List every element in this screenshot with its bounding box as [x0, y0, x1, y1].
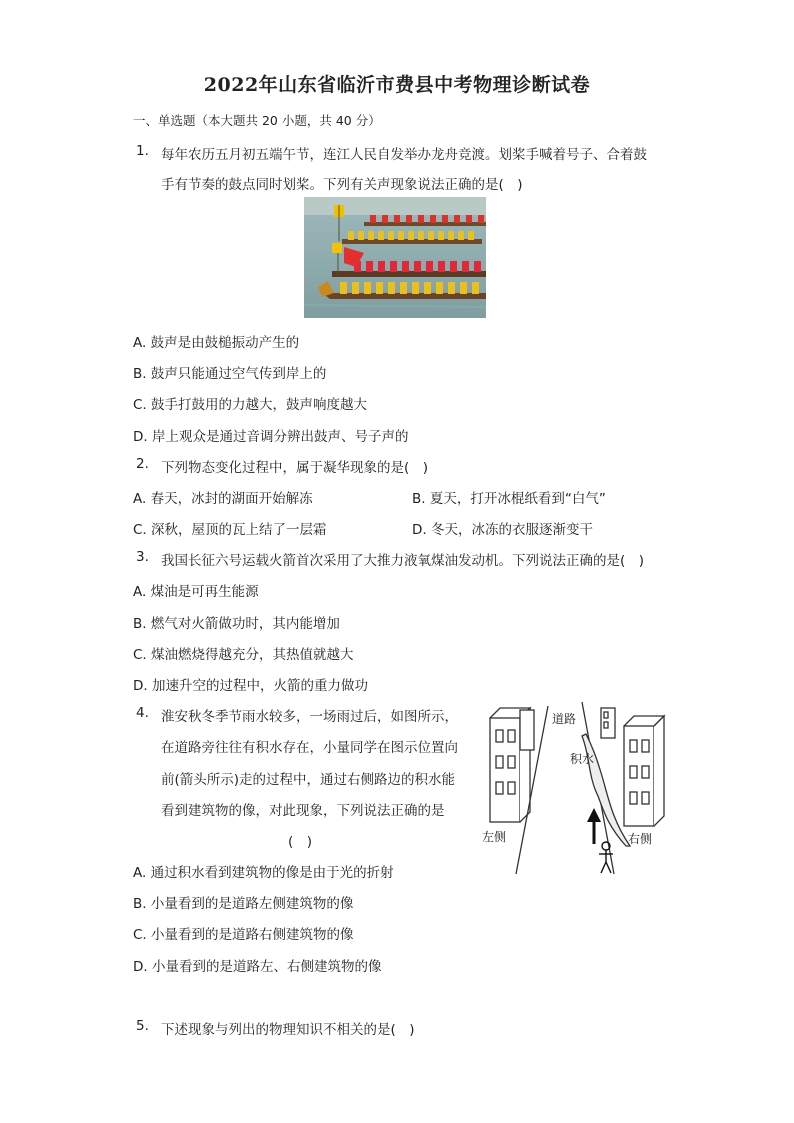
dragon-boat-illustration	[304, 197, 486, 318]
question-text-line: ( )	[288, 834, 313, 850]
question-text-line: 看到建筑物的像，对此现象，下列说法正确的是	[161, 803, 445, 819]
page-title: 2022年山东省临沂市费县中考物理诊断试卷	[203, 74, 591, 96]
option-d: D. 冬天，冰冻的衣服逐渐变干	[412, 522, 593, 538]
option-b: B. 夏天，打开冰棍纸看到“白气”	[412, 491, 606, 507]
question-text-line: 下列物态变化过程中，属于凝华现象的是( )	[161, 460, 429, 476]
question-number: 5.	[136, 1018, 149, 1034]
label-road: 道路	[552, 712, 577, 726]
question-number: 4.	[136, 705, 149, 721]
option-c: C. 煤油燃烧得越充分，其热值就越大	[133, 647, 354, 663]
question-text-line: 手有节奏的鼓点同时划桨。下列有关声现象说法正确的是( )	[161, 177, 523, 193]
option-a: A. 煤油是可再生能源	[133, 584, 259, 600]
question-text-line: 在道路旁往往有积水存在，小量同学在图示位置向	[161, 740, 458, 756]
road-water-diagram	[478, 696, 668, 876]
option-c: C. 深秋，屋顶的瓦上结了一层霜	[133, 522, 327, 538]
question-number: 2.	[136, 456, 149, 472]
question-number: 1.	[136, 143, 149, 159]
question-number: 3.	[136, 549, 149, 565]
question-text-line: 每年农历五月初五端午节，连江人民自发举办龙舟竞渡。划桨手喊着号子、合着鼓	[161, 147, 647, 163]
label-right: 右侧	[628, 832, 653, 846]
option-b: B. 小量看到的是道路左侧建筑物的像	[133, 896, 354, 912]
question-text-line: 前(箭头所示)走的过程中，通过右侧路边的积水能	[161, 772, 456, 788]
option-a: A. 鼓声是由鼓槌振动产生的	[133, 335, 300, 351]
label-water: 积水	[570, 752, 595, 766]
question-text-line: 下述现象与列出的物理知识不相关的是( )	[161, 1022, 415, 1038]
option-a: A. 通过积水看到建筑物的像是由于光的折射	[133, 865, 394, 881]
option-a: A. 春天，冰封的湖面开始解冻	[133, 491, 313, 507]
option-b: B. 燃气对火箭做功时，其内能增加	[133, 616, 340, 632]
option-d: D. 加速升空的过程中，火箭的重力做功	[133, 678, 368, 694]
dragon-boat-photo	[304, 197, 486, 318]
option-b: B. 鼓声只能通过空气传到岸上的	[133, 366, 327, 382]
option-d: D. 岸上观众是通过音调分辨出鼓声、号子声的	[133, 429, 409, 445]
question-text-line: 我国长征六号运载火箭首次采用了大推力液氧煤油发动机。下列说法正确的是( )	[161, 553, 645, 569]
label-left: 左侧	[482, 830, 507, 844]
option-d: D. 小量看到的是道路左、右侧建筑物的像	[133, 959, 382, 975]
section-heading: 一、单选题（本大题共 20 小题，共 40 分）	[133, 113, 381, 128]
question-text-line: 淮安秋冬季节雨水较多，一场雨过后，如图所示，	[161, 709, 458, 725]
option-c: C. 鼓手打鼓用的力越大，鼓声响度越大	[133, 397, 368, 413]
option-c: C. 小量看到的是道路右侧建筑物的像	[133, 927, 354, 943]
